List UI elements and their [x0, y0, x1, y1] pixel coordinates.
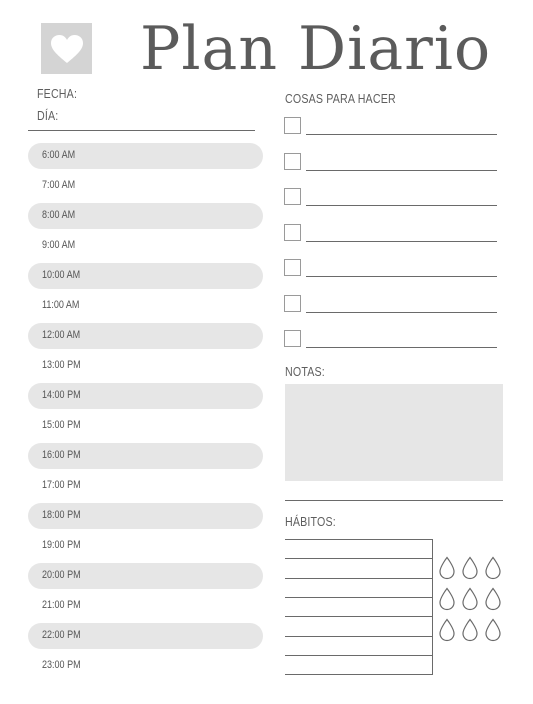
schedule-time: 9:00 AM: [42, 239, 76, 251]
notes-area[interactable]: [285, 384, 503, 481]
schedule-slot[interactable]: [28, 653, 263, 679]
water-drop-icon[interactable]: [461, 587, 479, 611]
habit-line[interactable]: [285, 616, 432, 617]
habit-line[interactable]: [285, 674, 432, 675]
schedule-time: 6:00 AM: [42, 149, 76, 161]
schedule-time: 21:00 PM: [42, 599, 81, 611]
schedule-time: 22:00 PM: [42, 629, 81, 641]
schedule-time: 10:00 AM: [42, 269, 81, 281]
todo-checkbox[interactable]: [284, 259, 301, 276]
todo-checkbox[interactable]: [284, 153, 301, 170]
water-drop-icon[interactable]: [484, 556, 502, 580]
schedule-time: 11:00 AM: [42, 299, 80, 311]
todo-checkbox[interactable]: [284, 117, 301, 134]
schedule-slot[interactable]: [28, 293, 263, 319]
todo-title: COSAS PARA HACER: [285, 91, 396, 106]
fecha-label: FECHA:: [37, 86, 78, 101]
schedule-slot[interactable]: [28, 353, 263, 379]
schedule-time: 20:00 PM: [42, 569, 81, 581]
habit-line[interactable]: [285, 655, 432, 656]
notes-title: NOTAS:: [285, 364, 325, 379]
todo-line[interactable]: [306, 276, 497, 277]
schedule-slot[interactable]: [28, 233, 263, 259]
todo-line[interactable]: [306, 347, 497, 348]
schedule-time: 14:00 PM: [42, 389, 81, 401]
habit-line[interactable]: [285, 597, 432, 598]
habit-line[interactable]: [285, 636, 432, 637]
schedule-time: 7:00 AM: [42, 179, 76, 191]
schedule-slot[interactable]: [28, 563, 263, 589]
habit-line[interactable]: [285, 578, 432, 579]
heart-badge: [41, 23, 92, 74]
water-drop-icon[interactable]: [438, 556, 456, 580]
schedule-slot[interactable]: [28, 143, 263, 169]
schedule-time: 12:00 AM: [42, 329, 81, 341]
schedule-time: 15:00 PM: [42, 419, 81, 431]
todo-checkbox[interactable]: [284, 188, 301, 205]
todo-line[interactable]: [306, 241, 497, 242]
todo-line[interactable]: [306, 312, 497, 313]
water-drop-icon[interactable]: [438, 618, 456, 642]
schedule-time: 13:00 PM: [42, 359, 81, 371]
todo-line[interactable]: [306, 205, 497, 206]
schedule-time: 18:00 PM: [42, 509, 81, 521]
date-divider: [28, 130, 255, 131]
schedule-time: 19:00 PM: [42, 539, 81, 551]
todo-checkbox[interactable]: [284, 330, 301, 347]
water-drop-icon[interactable]: [438, 587, 456, 611]
todo-line[interactable]: [306, 170, 497, 171]
schedule-slot[interactable]: [28, 623, 263, 649]
schedule-slot[interactable]: [28, 173, 263, 199]
notes-divider: [285, 500, 503, 501]
habit-line[interactable]: [285, 539, 432, 540]
water-drop-icon[interactable]: [461, 556, 479, 580]
schedule-time: 17:00 PM: [42, 479, 81, 491]
schedule-time: 23:00 PM: [42, 659, 81, 671]
habits-tracker[interactable]: [285, 539, 433, 675]
schedule-slot[interactable]: [28, 413, 263, 439]
water-drop-icon[interactable]: [484, 618, 502, 642]
habits-title: HÁBITOS:: [285, 514, 336, 529]
schedule-slot[interactable]: [28, 593, 263, 619]
schedule-slot[interactable]: [28, 323, 263, 349]
water-drop-icon[interactable]: [461, 618, 479, 642]
todo-checkbox[interactable]: [284, 295, 301, 312]
schedule-slot[interactable]: [28, 443, 263, 469]
page-title: Plan Diario: [140, 14, 492, 84]
schedule-slot[interactable]: [28, 533, 263, 559]
todo-line[interactable]: [306, 134, 497, 135]
habit-line[interactable]: [285, 558, 432, 559]
schedule-time: 16:00 PM: [42, 449, 81, 461]
schedule-slot[interactable]: [28, 503, 263, 529]
schedule-slot[interactable]: [28, 203, 263, 229]
water-drop-icon[interactable]: [484, 587, 502, 611]
heart-icon: [50, 34, 84, 64]
schedule-slot[interactable]: [28, 473, 263, 499]
todo-checkbox[interactable]: [284, 224, 301, 241]
schedule-slot[interactable]: [28, 263, 263, 289]
schedule-slot[interactable]: [28, 383, 263, 409]
dia-label: DÍA:: [37, 108, 59, 123]
schedule-time: 8:00 AM: [42, 209, 76, 221]
